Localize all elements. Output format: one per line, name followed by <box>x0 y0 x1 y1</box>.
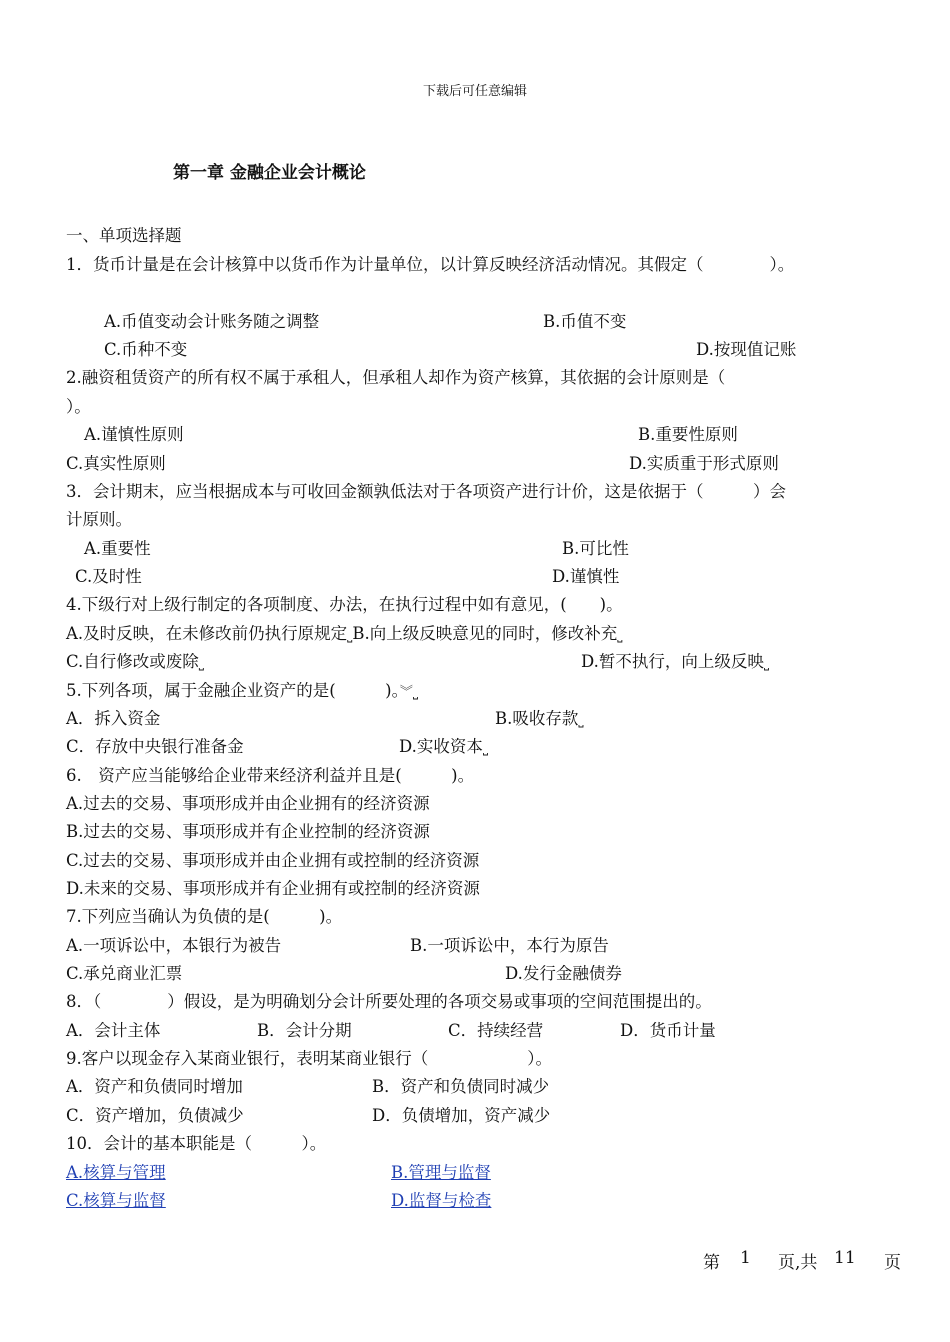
q9-stem: 9.客户以现金存入某商业银行，表明某商业银行（ ）。 <box>66 1049 552 1068</box>
q4-stem: 4.下级行对上级行制定的各项制度、办法，在执行过程中如有意见，( )。 <box>66 595 623 614</box>
q7-option-a: A.一项诉讼中，本银行为被告 <box>66 936 282 955</box>
paragraph-mark-icon: ⎵ <box>482 741 489 756</box>
q1-option-c: C.币种不变 <box>104 340 188 359</box>
q4-option-a-text: A.及时反映，在未修改前仍执行原规定 <box>66 624 348 643</box>
paragraph-mark-icon: ⎵ <box>412 685 419 700</box>
q6-stem: 6. 资产应当能够给企业带来经济利益并且是( )。 <box>66 766 475 785</box>
q3-stem-line2: 计原则。 <box>66 510 132 529</box>
q1-option-a: A.币值变动会计账务随之调整 <box>104 312 320 331</box>
q9-option-c: C．资产增加，负债减少 <box>66 1106 244 1125</box>
q8-option-d: D．货币计量 <box>620 1021 716 1040</box>
q3-option-d: D.谨慎性 <box>552 567 620 586</box>
q9-option-a: A．资产和负债同时增加 <box>66 1077 243 1096</box>
q6-option-d: D.未来的交易、事项形成并有企业拥有或控制的经济资源 <box>66 879 480 898</box>
paragraph-mark-icon: ⎵ <box>347 628 353 643</box>
q8-option-b: B．会计分期 <box>257 1021 352 1040</box>
q9-option-d: D．负债增加，资产减少 <box>372 1106 551 1125</box>
q5-option-b-text: B.吸收存款 <box>495 709 579 728</box>
q7-option-b: B.一项诉讼中，本行为原告 <box>410 936 609 955</box>
paragraph-mark-icon: ⎵ <box>763 656 770 671</box>
q10-stem: 10．会计的基本职能是（ ）。 <box>66 1134 327 1153</box>
q6-option-b: B.过去的交易、事项形成并有企业控制的经济资源 <box>66 822 430 841</box>
q4-option-c-text: C.自行修改或废除 <box>66 652 199 671</box>
footer-total-label: 页,共 <box>778 1253 818 1273</box>
page-header: 下载后可任意编辑 <box>422 84 527 99</box>
q1-option-b: B.币值不变 <box>543 312 627 331</box>
q6-option-a: A.过去的交易、事项形成并由企业拥有的经济资源 <box>66 794 430 813</box>
chevron-mark-icon: ︾ <box>399 685 413 700</box>
q4-option-d-text: D.暂不执行，向上级反映 <box>581 652 764 671</box>
q9-option-b: B．资产和负债同时减少 <box>372 1077 550 1096</box>
q10-option-c-link[interactable]: C.核算与监督 <box>66 1191 166 1210</box>
q10-option-b-link[interactable]: B.管理与监督 <box>391 1163 491 1182</box>
paragraph-mark-icon: ⎵ <box>198 656 204 671</box>
section-heading: 一、单项选择题 <box>66 226 182 245</box>
q2-option-d: D.实质重于形式原则 <box>629 454 779 473</box>
q5-option-d <box>399 737 488 759</box>
chapter-title: 第一章 金融企业会计概论 <box>173 163 366 183</box>
footer-total-number: 11 <box>834 1248 856 1268</box>
q7-stem: 7.下列应当确认为负债的是( )。 <box>66 907 343 926</box>
q10-option-a-link[interactable]: A.核算与管理 <box>66 1163 166 1182</box>
q2-stem-line2: ）。 <box>66 397 91 416</box>
q5-stem-text: 5.下列各项，属于金融企业资产的是( )。 <box>66 681 400 700</box>
q10-option-d-link[interactable]: D.监督与检查 <box>391 1191 492 1210</box>
q2-option-b: B.重要性原则 <box>638 425 738 444</box>
footer-page-suffix: 页 <box>884 1253 901 1273</box>
q3-stem-line1: 3．会计期末，应当根据成本与可收回金额孰低法对于各项资产进行计价，这是依据于（ ）会 <box>66 482 786 501</box>
q5-option-a: A．拆入资金 <box>66 709 161 728</box>
q5-option-c: C．存放中央银行准备金 <box>66 737 244 756</box>
paragraph-mark-icon: ⎵ <box>617 628 623 643</box>
q3-option-c: C.及时性 <box>75 567 142 586</box>
footer-page-number: 1 <box>740 1248 751 1268</box>
q5-option-b <box>495 709 584 731</box>
q5-option-d-text: D.实收资本 <box>399 737 483 756</box>
q2-stem-line1: 2.融资租赁资产的所有权不属于承租人，但承租人却作为资产核算，其依据的会计原则是（ <box>66 368 726 387</box>
q3-option-a: A.重要性 <box>84 539 151 558</box>
q8-option-c: C．持续经营 <box>448 1021 544 1040</box>
paragraph-mark-icon: ⎵ <box>578 713 584 728</box>
footer-page-label: 第 <box>703 1253 720 1273</box>
q1-stem: 1．货币计量是在会计核算中以货币作为计量单位，以计算反映经济活动情况。其假定（ ）。 <box>66 255 795 274</box>
q3-option-b: B.可比性 <box>562 539 629 558</box>
q8-stem: 8．（ ）假设，是为明确划分会计所要处理的各项交易或事项的空间范围提出的。 <box>66 992 712 1011</box>
q4-option-c <box>66 652 204 674</box>
q2-option-c: C.真实性原则 <box>66 454 166 473</box>
q7-option-c: C.承兑商业汇票 <box>66 964 183 983</box>
q4-option-a <box>66 624 622 646</box>
q7-option-d: D.发行金融债券 <box>505 964 622 983</box>
q4-option-b-text: B.向上级反映意见的同时，修改补充 <box>352 624 618 643</box>
q6-option-c: C.过去的交易、事项形成并由企业拥有或控制的经济资源 <box>66 851 480 870</box>
q1-option-d: D.按现值记账 <box>696 340 797 359</box>
q4-option-d <box>581 652 769 674</box>
q5-stem <box>66 681 418 703</box>
q8-option-a: A．会计主体 <box>66 1021 161 1040</box>
q2-option-a: A.谨慎性原则 <box>84 425 184 444</box>
